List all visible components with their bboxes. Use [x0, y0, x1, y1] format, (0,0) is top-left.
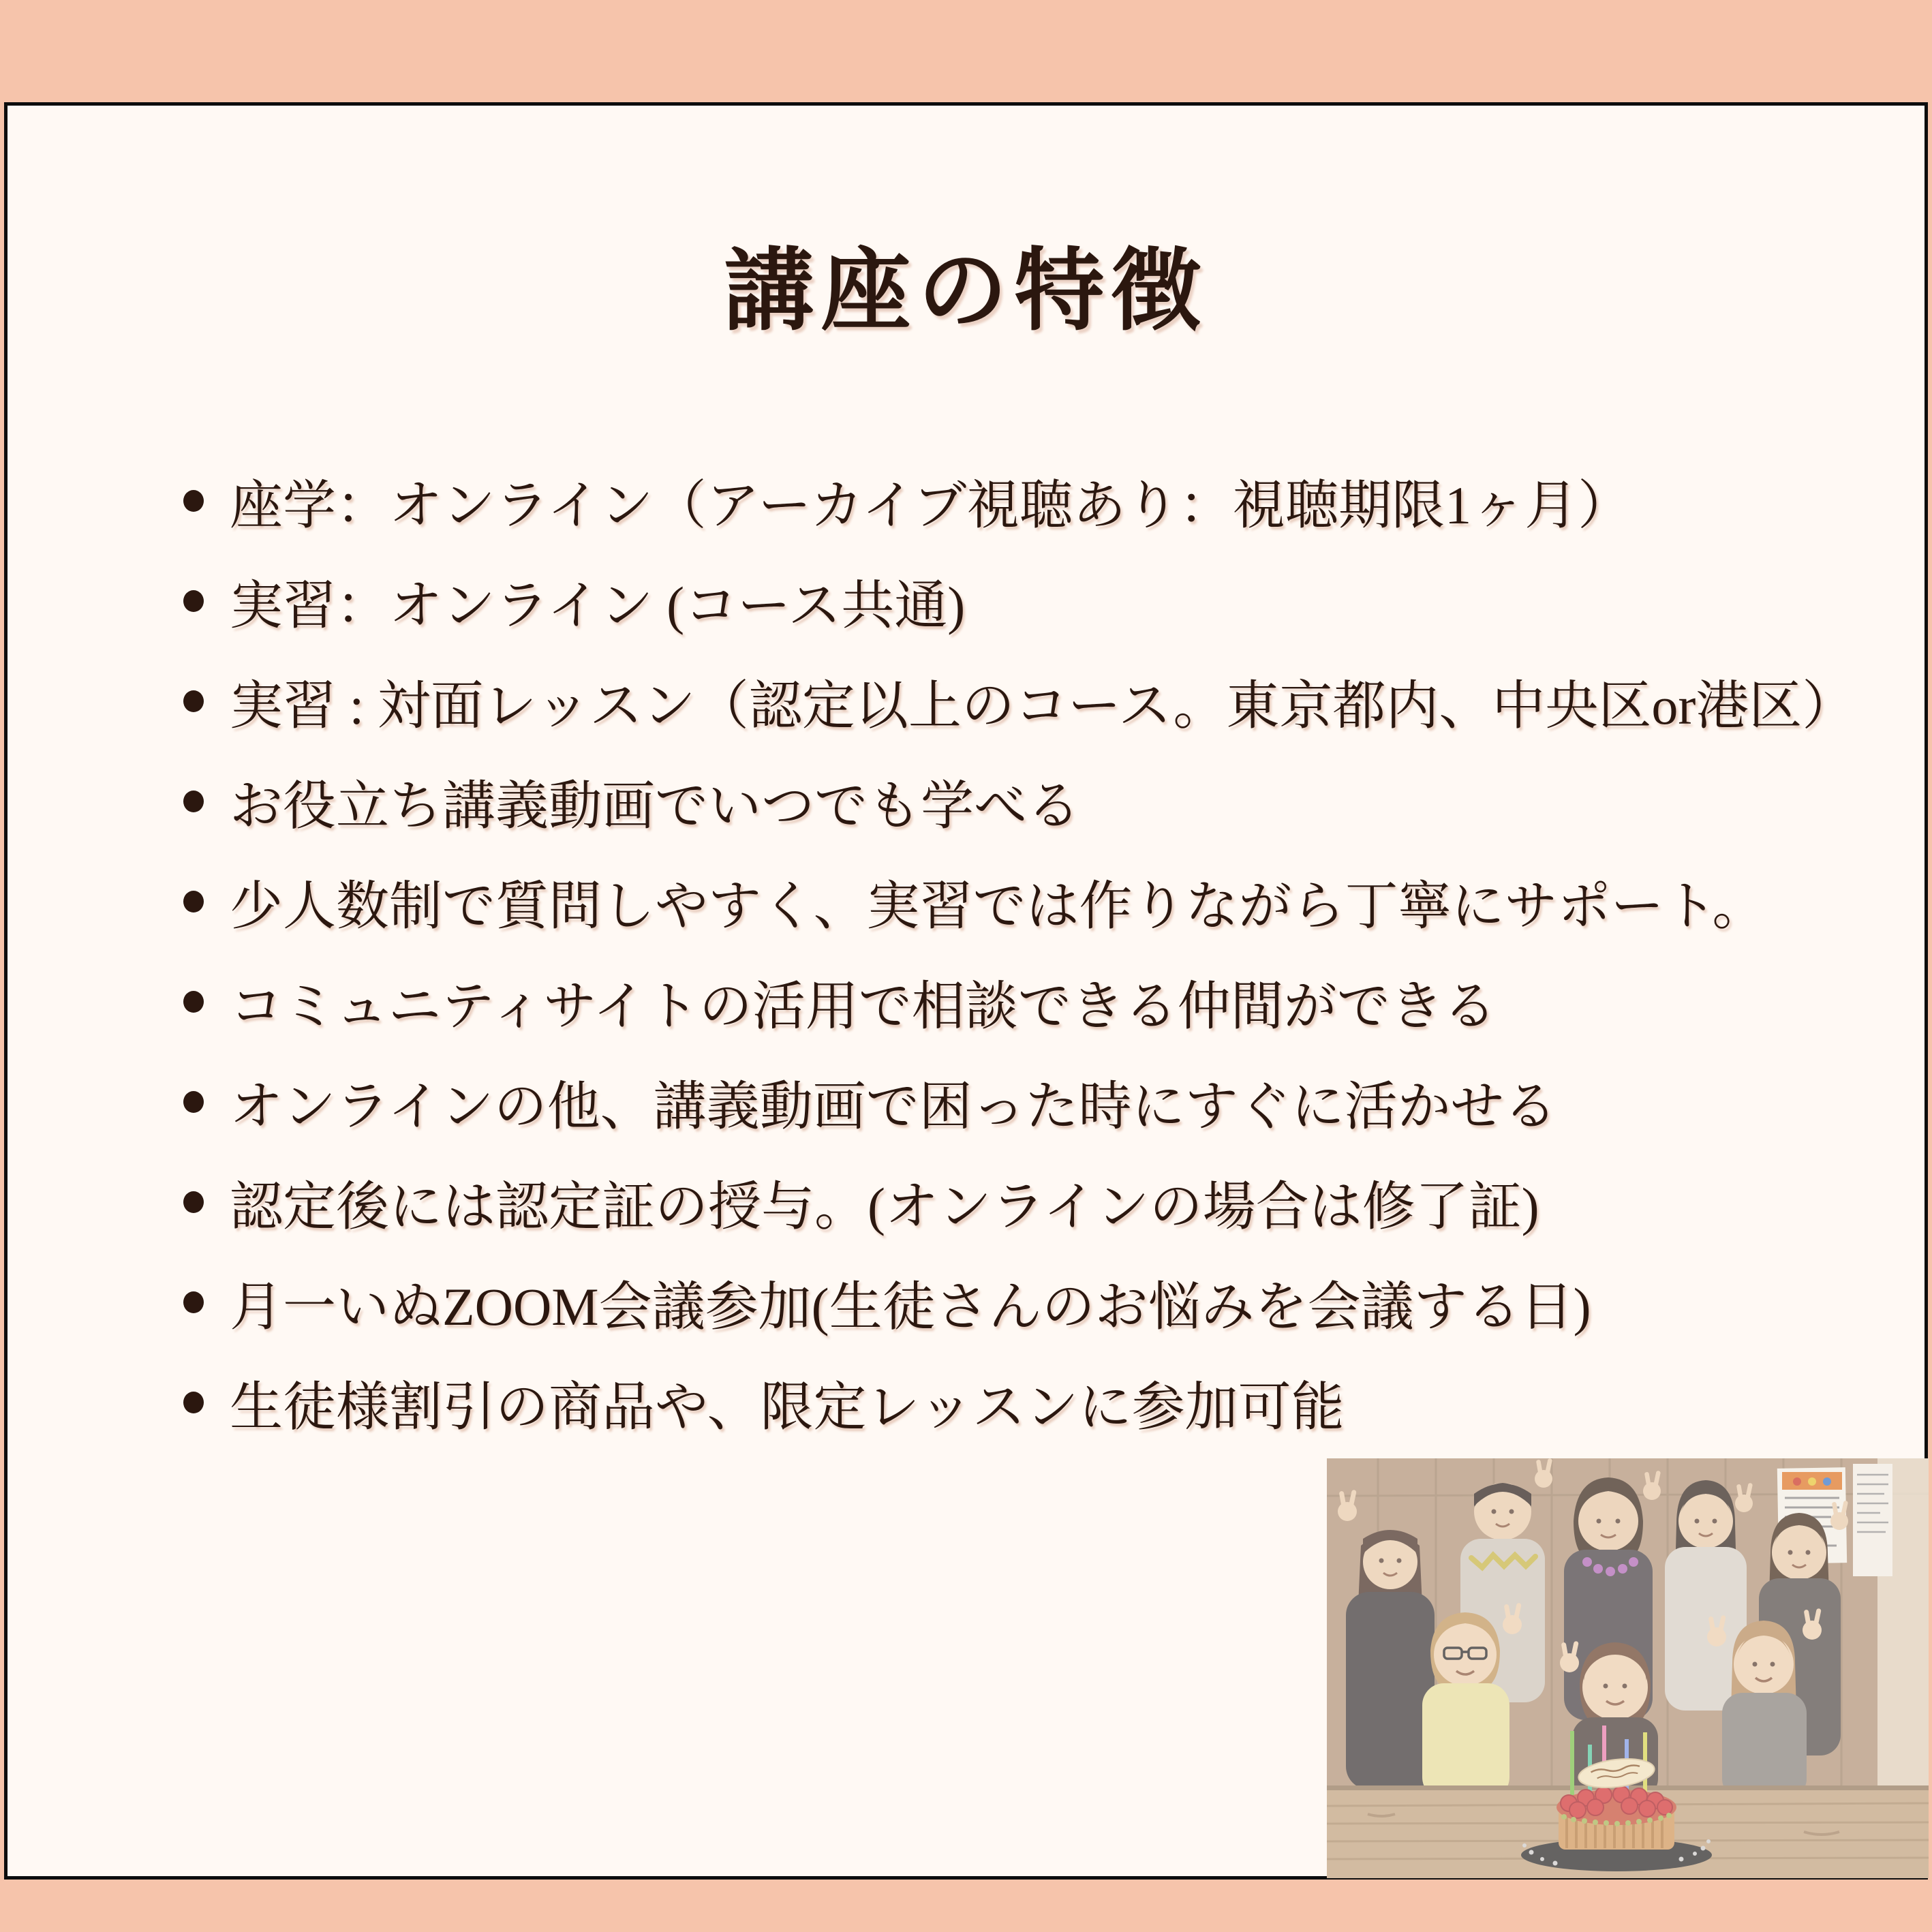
feature-text: 生徒様割引の商品や、限定レッスンに参加可能: [230, 1377, 1345, 1437]
bullet-dot: [183, 1091, 204, 1113]
feature-text: オンラインの他、講義動画で困った時にすぐに活かせる: [230, 1076, 1557, 1136]
feature-text: お役立ち講義動画でいつでも学べる: [230, 776, 1081, 835]
feature-item: [183, 551, 1855, 651]
feature-list: [183, 450, 1855, 1452]
bullet-dot: [183, 991, 204, 1013]
feature-item: [183, 1052, 1855, 1152]
feature-item: [183, 450, 1855, 551]
bullet-dot: [183, 490, 204, 512]
bullet-dot: [183, 590, 204, 612]
feature-text: 月一いぬZOOM会議参加(生徒さんのお悩みを会議する日): [230, 1276, 1591, 1336]
bullet-dot: [183, 690, 204, 712]
bullet-dot: [183, 891, 204, 913]
feature-item: [183, 851, 1855, 951]
bullet-dot: [183, 1291, 204, 1313]
feature-text: 少人数制で質問しやすく、実習では作りながら丁寧にサポート。: [230, 876, 1766, 936]
feature-item: [183, 1152, 1855, 1252]
feature-item: [183, 751, 1855, 851]
feature-item: [183, 951, 1855, 1052]
feature-item: [183, 651, 1855, 751]
group-photo: [1327, 1458, 1929, 1878]
bullet-dot: [183, 1191, 204, 1213]
slide-title: 講座の特徴: [724, 241, 1208, 341]
feature-item: [183, 1252, 1855, 1352]
feature-text: 座学：オンライン（アーカイブ視聴あり：視聴期限1ヶ月）: [230, 475, 1631, 535]
bullet-dot: [183, 791, 204, 812]
group-photo-illustration: [1327, 1458, 1929, 1878]
feature-text: 認定後には認定証の授与。(オンラインの場合は修了証): [230, 1176, 1539, 1236]
feature-text: 実習 : 対面レッスン（認定以上のコース。東京都内、中央区or港区）: [230, 675, 1856, 735]
feature-text: コミュニティサイトの活用で相談できる仲間ができる: [230, 976, 1497, 1036]
feature-item: [183, 1352, 1855, 1452]
feature-text: 実習：オンライン (コース共通): [230, 575, 966, 635]
bullet-dot: [183, 1392, 204, 1413]
